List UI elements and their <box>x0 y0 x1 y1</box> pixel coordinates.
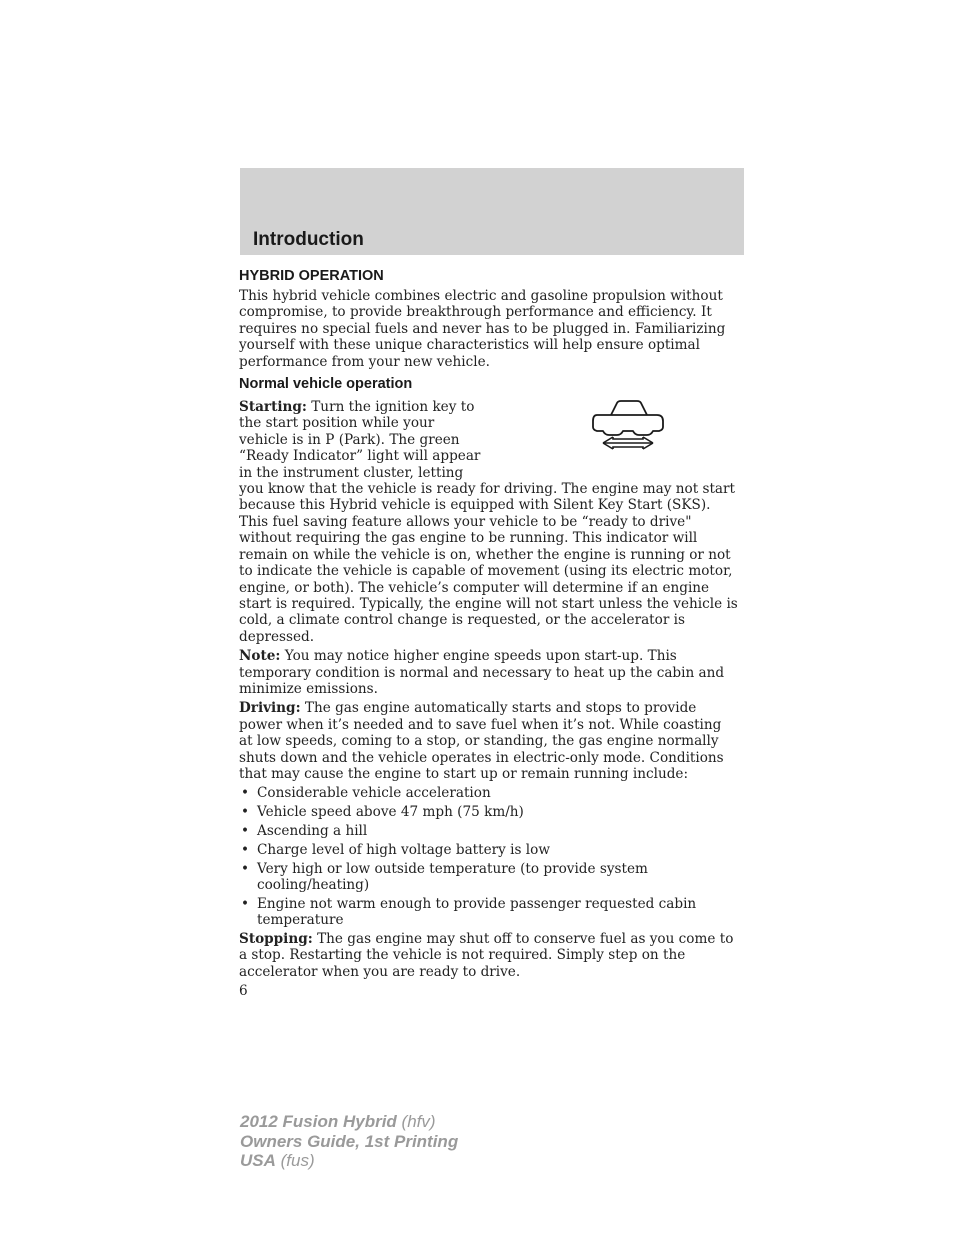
list-item: • Engine not warm enough to provide passenger requested cabin temperature <box>241 895 697 929</box>
chapter-title: Introduction <box>253 229 364 250</box>
page-content <box>239 266 739 1000</box>
stopping-label: Stopping: <box>239 930 313 947</box>
note-label: Note: <box>239 648 281 665</box>
intro-paragraph: This hybrid vehicle combines electric and gasoline propulsion without compromise, to provide breakthrough performance and efficiency. It requires no special fuels and never has to be plugged in. Familiarizing yourself with these unique characteristics will help ensure optimal performance from your new vehicle. <box>239 288 726 370</box>
list-item: • Ascending a hill <box>241 822 368 839</box>
list-item: • Charge level of high voltage battery is low <box>241 841 550 858</box>
footer-line-1: 2012 Fusion Hybrid (hfv) <box>240 1112 436 1131</box>
stopping-paragraph <box>239 931 739 980</box>
starting-label: Starting: <box>239 399 307 416</box>
driving-text: The gas engine automatically starts and stops to provide power when it’s needed and to save fuel when it’s not. While coasting at low speeds, coming to a stop, or standing, the gas engine normally shuts down and the vehicle operates in electric-only mode. Conditions that may cause the engine to start up or remain running include: <box>239 700 724 782</box>
list-item: • Considerable vehicle acceleration <box>241 785 491 802</box>
ready-indicator-car-icon <box>589 399 667 459</box>
engine-conditions-list <box>239 785 739 928</box>
document-footer <box>240 1112 458 1171</box>
section-heading: HYBRID OPERATION <box>239 268 384 284</box>
list-item: • Very high or low outside temperature (to provide system cooling/heating) <box>241 860 648 893</box>
ready-indicator-figure <box>489 399 739 479</box>
footer-line-3: USA (fus) <box>240 1151 315 1170</box>
note-text: You may notice higher engine speeds upon start-up. This temporary condition is normal and necessary to heat up the cabin and minimize emissions. <box>239 648 725 697</box>
note-paragraph <box>239 648 739 697</box>
starting-text: Turn the ignition key to the start position while your vehicle is in P (Park). The green “Ready Indicator” light will appear in the instrument cluster, letting you know that the vehicle is ready for driving. The engine may not start because this Hybrid vehicle is equipped with Silent Key Start (SKS). This fuel saving feature allows your vehicle to be “ready to drive" without requiring the gas engine to be running. This indicator will remain on while the vehicle is on, whether the engine is running or not to indicate the vehicle is capable of movement (using its electric motor, engine, or both). The vehicle’s computer will determine if an engine start is required. Typically, the engine will not start unless the vehicle is cold, a climate control change is requested, or the accelerator is depressed. <box>239 399 738 645</box>
driving-paragraph <box>239 700 739 782</box>
list-item: • Vehicle speed above 47 mph (75 km/h) <box>241 804 524 821</box>
driving-label: Driving: <box>239 700 301 717</box>
subsection-heading: Normal vehicle operation <box>239 376 413 393</box>
stopping-text: The gas engine may shut off to conserve fuel as you come to a stop. Restarting the vehicle is not required. Simply step on the accelerator when you are ready to drive. <box>239 930 734 980</box>
footer-line-2: Owners Guide, 1st Printing <box>240 1131 459 1151</box>
page-number: 6 <box>239 983 248 1000</box>
chapter-header-band <box>240 168 744 255</box>
